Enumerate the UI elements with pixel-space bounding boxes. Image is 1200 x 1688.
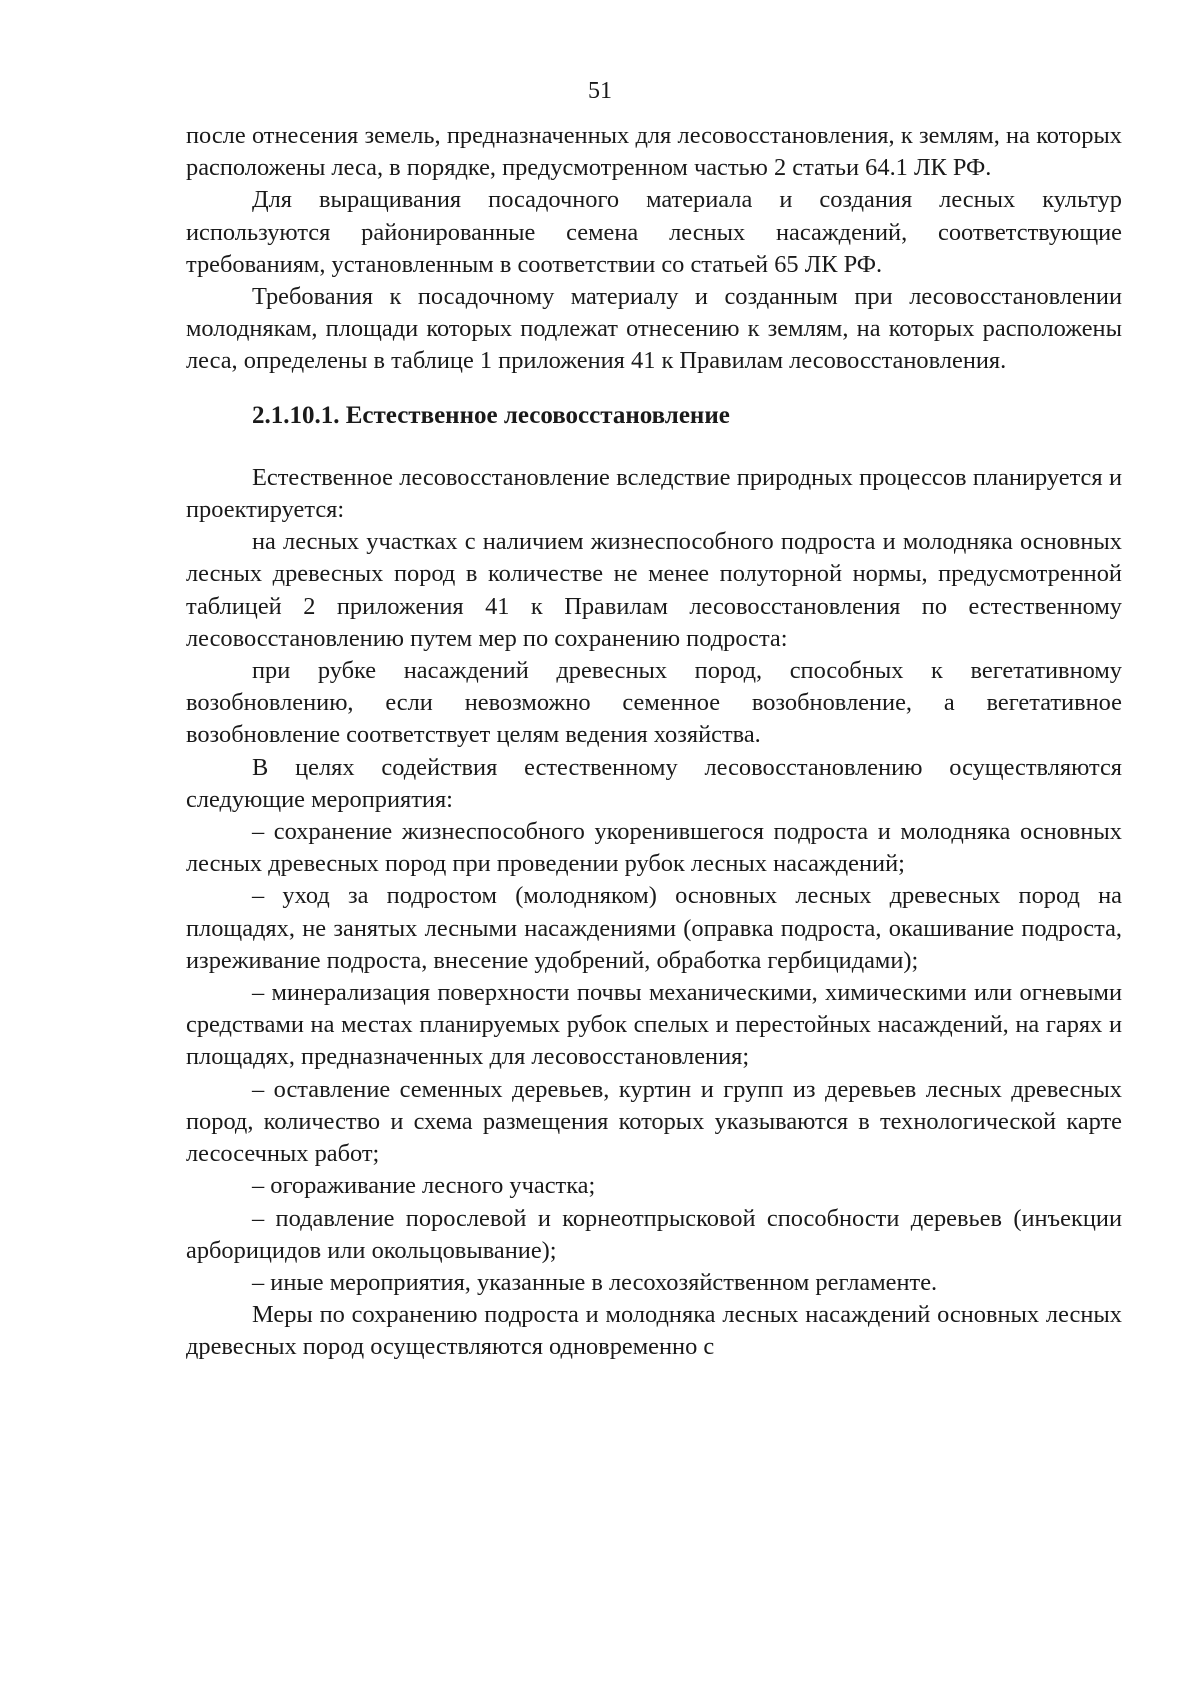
list-item: – минерализация поверхности почвы механическими, химическими или огневыми средствами на местах планируемых рубок спелых и перестойных насаждений, на гарях и площадях, предназначенных для лесовосстановления; <box>186 979 1122 1071</box>
list-item: – иные мероприятия, указанные в лесохозяйственном регламенте. <box>252 1268 938 1296</box>
page-number: 51 <box>588 78 612 104</box>
list-item: – уход за подростом (молодняком) основных лесных древесных пород на площадях, не занятых лесными насаждениями (оправка подроста, окашивание подроста, изреживание подроста, внесение удобрений, обработка гербицидами); <box>186 882 1122 974</box>
paragraph: Для выращивания посадочного материала и создания лесных культур используются районированные семена лесных насаждений, соответствующие требованиям, установленным в соответствии со статьей 65 ЛК РФ. <box>186 186 1122 278</box>
list-item: – оставление семенных деревьев, куртин и групп из деревьев лесных древесных пород, количество и схема размещения которых указываются в технологической карте лесосечных работ; <box>186 1075 1122 1168</box>
paragraph: Меры по сохранению подроста и молодняка лесных насаждений основных лесных древесных пород осуществляются одновременно с <box>186 1301 1122 1361</box>
paragraph: Требования к посадочному материалу и созданным при лесовосстановлении молоднякам, площади которых подлежат отнесению к землям, на которых расположены леса, определены в таблице 1 приложения 41 к Правилам лесовосстановления. <box>186 283 1122 375</box>
paragraph: после отнесения земель, предназначенных для лесовосстановления, к землям, на которых расположены леса, в порядке, предусмотренном частью 2 статьи 64.1 ЛК РФ. <box>186 122 1122 182</box>
paragraph: Естественное лесовосстановление вследствие природных процессов планируется и проектируется: <box>186 463 1122 524</box>
list-item: – подавление порослевой и корнеотпрысковой способности деревьев (инъекции арборицидов или окольцовывание); <box>186 1204 1122 1264</box>
document-body <box>186 120 1122 1364</box>
list-item: – огораживание лесного участка; <box>252 1172 596 1200</box>
paragraph: В целях содействия естественному лесовосстановлению осуществляются следующие мероприятия: <box>186 753 1122 813</box>
list-item: – сохранение жизнеспособного укоренившегося подроста и молодняка основных лесных древесных пород при проведении рубок лесных насаждений; <box>186 818 1122 878</box>
section-heading: 2.1.10.1. Естественное лесовосстановление <box>252 401 730 429</box>
paragraph: при рубке насаждений древесных пород, способных к вегетативному возобновлению, если невозможно семенное возобновление, а вегетативное возобновление соответствует целям ведения хозяйства. <box>186 657 1122 749</box>
paragraph: на лесных участках с наличием жизнеспособного подроста и молодняка основных лесных древесных пород в количестве не менее полуторной нормы, предусмотренной таблицей 2 приложения 41 к Правилам лесовосстановления по естественному лесовосстановлению путем мер по сохранению подроста: <box>186 528 1122 652</box>
